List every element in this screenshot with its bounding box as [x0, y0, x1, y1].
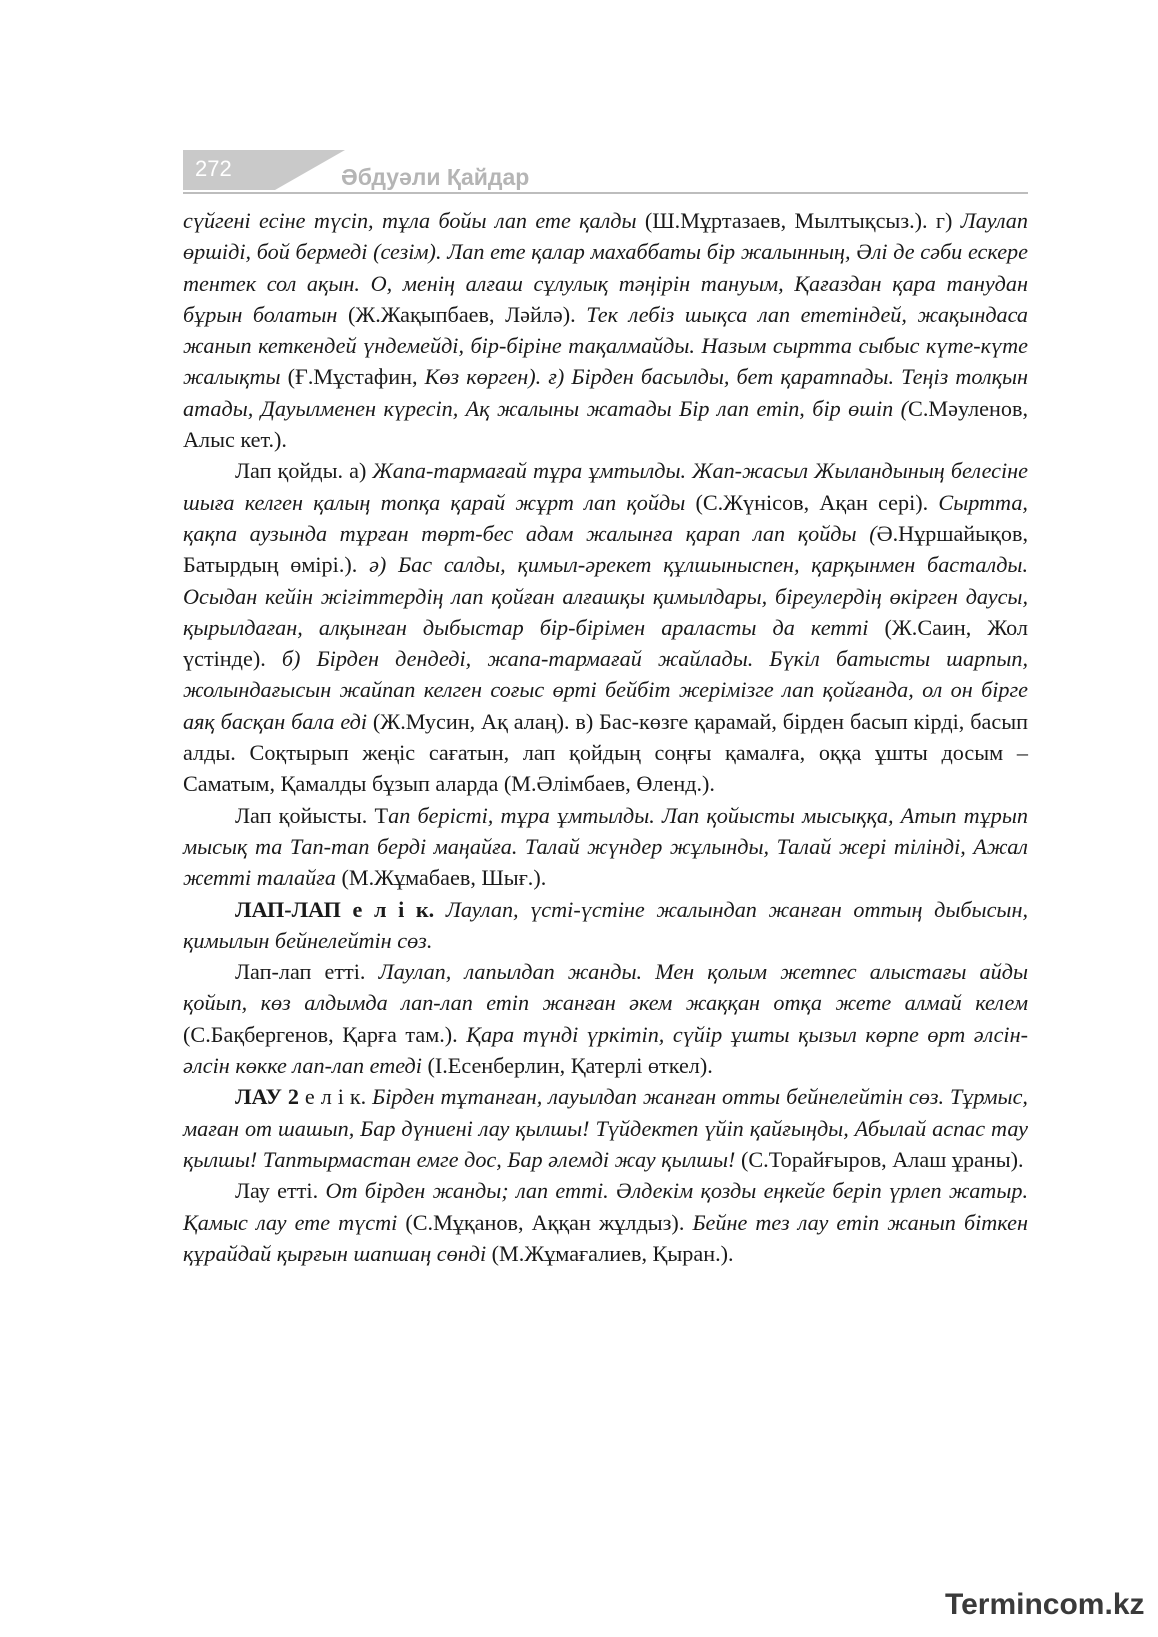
site-watermark: Termincom.kz [945, 1588, 1145, 1621]
text-run: Лап қойысты. Т [235, 802, 389, 828]
text-run: Лап-лап етті. [235, 959, 379, 985]
paragraph [183, 1175, 1028, 1269]
text-run: От бірден жанды; лап етті. Әлдекім қозды еңкейе беріп үрлеп жатыр. Қамыс лау ете түсті [183, 1178, 1028, 1235]
text-run: С.Мәуленов, Алыс кет.). [183, 395, 1028, 453]
text-run: е л і к. [304, 1084, 373, 1110]
page-number: 272 [195, 156, 232, 181]
paragraph [183, 956, 1028, 1081]
text-run: Ә.Нұршайықов, Батырдың өмірі.). [183, 520, 1028, 578]
header-rule [183, 192, 1028, 194]
running-head-author: Әбдуәли Қайдар [341, 164, 530, 190]
text-run: (С.Мұқанов, Аққан жұлдыз). [405, 1209, 693, 1235]
headword: ЛАУ 2 [235, 1084, 305, 1110]
text-run: Бейне тез лау етіп жанып біткен құрайдай қырғын шапшаң сөнді [183, 1209, 1028, 1266]
paragraph [183, 800, 1028, 894]
text-run: ә) Бас салды, қимыл-әрекет құлшыныспен, қарқынмен басталды. Осыдан кейін жігіттердің лап қойған алғашқы қимылдары, біреулердің өкірген даусы, қырылдаған, алқынған дыбыстар бір-бірімен араласты да кетті [183, 552, 1028, 640]
text-run: (Ғ.Мұстафин, [287, 364, 425, 390]
text-run: Лау етті. [235, 1178, 326, 1204]
text-run: (Ж.Саин, Жол үстінде). [183, 614, 1028, 672]
text-run: Көз көрген). ғ) Бірден басылды, бет қаратпады. Теңіз толқын атады, Дауылменен күресіп, Ақ жалыны жатады Бір лап етіп, бір өшіп ( [183, 364, 1029, 421]
text-run: (Ж.Мусин, Ақ алаң). в) Бас-көзге қарамай, бірден басып кірді, басып алды. Соқтырып жеңіс сағатын, лап қойдың соңғы қамалға, оққа ұшты досым – Саматым, Қамалды бұзып аларда (М.Әлімбаев, Өленд.). [183, 708, 1029, 797]
paragraph [183, 894, 1028, 957]
text-run: Лаулап, үсті-үстіне жалындап жанған оттың дыбысын, қимылын бейнелейтін сөз. [183, 896, 1029, 953]
text-run: Лап қойды. а) [235, 458, 373, 484]
text-run: сүйгені есіне түсіп, тұла бойы лап ете қалды [183, 208, 645, 233]
headword: ЛАП-ЛАП е л і к. [235, 896, 446, 922]
text-run: (С.Торайғыров, Алаш ұраны). [740, 1146, 1024, 1172]
text-run: ап берісті, тұра ұмтылды. Лап қойысты мысыққа, Атып тұрып мысық та Тап-тап берді маңайға. Талай жүндер жұлынды, Талай жері тілінді, Ажал жетті талайға [183, 802, 1028, 891]
text-run: (М.Жұмабаев, Шығ.). [341, 865, 547, 891]
text-run: (М.Жұмағалиев, Қыран.). [491, 1240, 734, 1266]
text-run: Бірден тұтанған, лауылдап жанған отты бейнелейтін сөз. Тұрмыс, маған от шашып, Бар дүниені лау қылшы! Түйдектеп үйіп қайғыңды, Абылай аспас тау қылшы! Таптырмастан емге дос, Бар әлемді жау қылшы! [183, 1084, 1028, 1172]
text-run: Жапа-тармағай тұра ұмтылды. Жап-жасыл Жыландының белесіне шыға келген қалың топқа қарай жұрт лап қойды [183, 458, 1028, 515]
text-run: Лаулап, лапылдап жанды. Мен қолым жетпес алыстағы айды қойып, көз алдымда лап-лап етіп жанған әкем жаққан отқа жете алмай келем [183, 959, 1028, 1016]
text-run: Қара түнді үркітіп, сүйір ұшты қызыл көрпе өрт әлсін-әлсін көкке лап-лап етеді [183, 1021, 1028, 1079]
text-run: (С.Жүнісов, Ақан сері). [695, 489, 939, 515]
paragraph [183, 205, 1028, 455]
text-run: (І.Есенберлин, Қатерлі өткел). [427, 1053, 713, 1079]
page-tab-slant [275, 150, 345, 190]
text-run: (С.Бақбергенов, Қарға там.). [183, 1021, 467, 1047]
text-run: Лаулап өршіді, бой бермеді (сезім). Лап ете қалар махаббаты бір жалынның, Әлі де сәби ескере тентек сол ақын. О, менің алғаш сұлулық тәңірін тануым, Қағаздан қара танудан бұрын болатын [183, 208, 1028, 327]
text-run: (Ш.Мұртазаев, Мылтықсыз.). г) [644, 208, 961, 233]
text-run: (Ж.Жақыпбаев, Ләйлә). [347, 301, 587, 327]
dictionary-text [183, 205, 1028, 1269]
paragraph [183, 455, 1028, 799]
text-run: б) Бірден дендеді, жапа-тармағай жайлады. Бүкіл батысты шарпып, жолындағысын жайпап келген соғыс өрті бейбіт жерімізге лап қойғанда, ол он бірге аяқ басқан бала еді [183, 646, 1028, 734]
paragraph [183, 1081, 1028, 1175]
text-run: Сыртта, қақпа аузында тұрған төрт-бес адам жалынға қарап лап қойды ( [183, 489, 1028, 546]
page-header [183, 150, 1028, 196]
text-run: Тек лебіз шықса лап ететіндей, жақындаса жанып кеткендей үндемейді, бір-біріне тақалмайды. Назым сыртта сыбыс күте-күте жалықты [183, 301, 1029, 390]
